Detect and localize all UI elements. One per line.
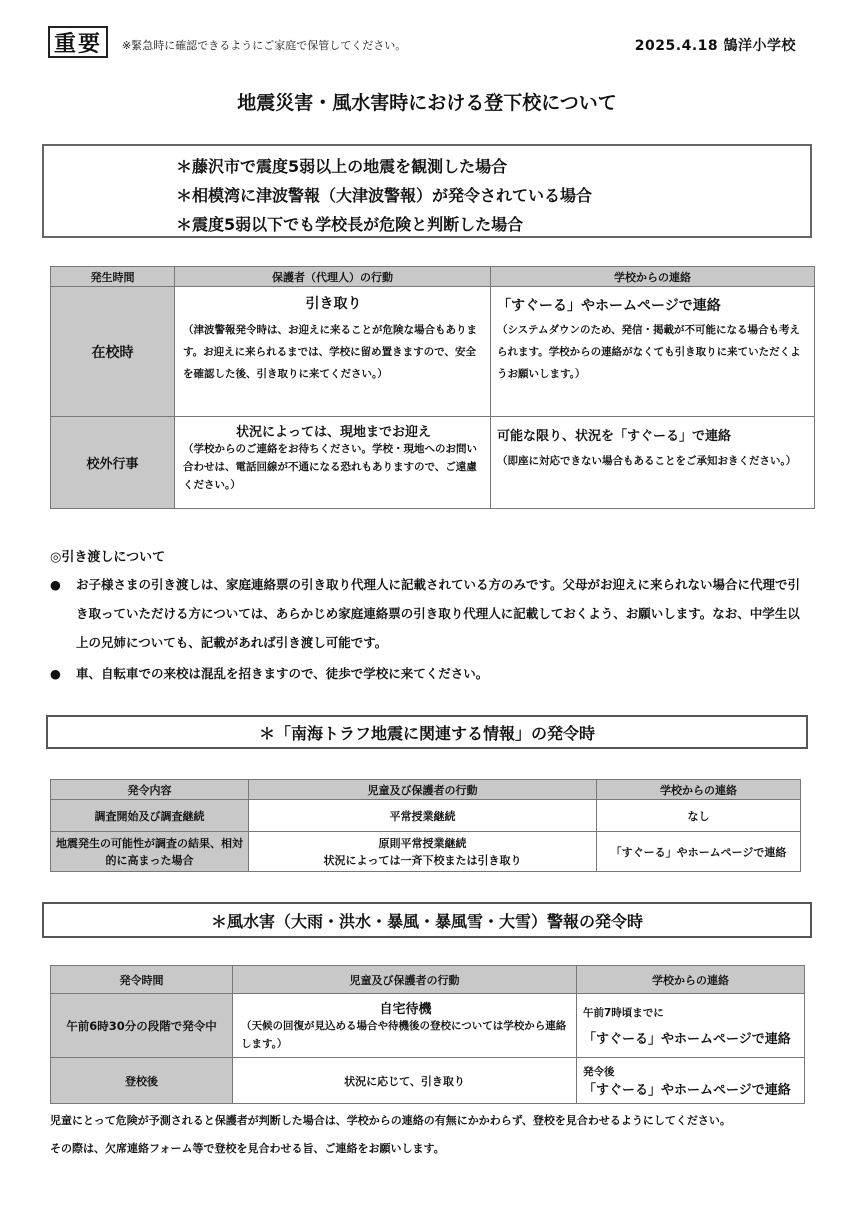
bullet-icon: ● xyxy=(50,577,61,592)
contact-pre: 午前7時頃までに xyxy=(583,1006,664,1019)
storage-note: ※緊急時に確認できるようにご家庭で保管してください。 xyxy=(122,39,407,52)
contact-cell xyxy=(491,287,815,417)
action-title: 自宅待機 xyxy=(379,1002,432,1017)
table-row xyxy=(51,1058,805,1104)
handover-item xyxy=(50,659,810,688)
action-cell: 平常授業継続 xyxy=(249,800,597,832)
contact-cell xyxy=(491,417,815,509)
nankai-table xyxy=(50,779,801,872)
table-row xyxy=(51,417,815,509)
content-cell: 地震発生の可能性が調査の結果、相対的に高まった場合 xyxy=(51,832,249,872)
time-cell: 在校時 xyxy=(51,287,175,417)
time-cell: 午前6時30分の段階で発令中 xyxy=(51,994,233,1058)
footer-line: その際は、欠席連絡フォーム等で登校を見合わせる旨、ご連絡をお願いします。 xyxy=(50,1142,445,1155)
action-cell xyxy=(249,832,597,872)
condition-item: ＊相模湾に津波警報（大津波警報）が発令されている場合 xyxy=(176,186,593,205)
contact-note: （即座に対応できない場合もあることをご承知おきください。） xyxy=(497,455,797,467)
handover-heading: ◎引き渡しについて xyxy=(50,550,166,565)
table-header-row xyxy=(51,966,805,994)
table-header: 学校からの連絡 xyxy=(491,267,815,287)
action-note: （学校からのご連絡をお待ちください。学校・現地へのお問い合わせは、電話回線が不通になる恐れもありますので、ご遠慮ください。） xyxy=(183,443,477,491)
storm-table xyxy=(50,965,805,1104)
table-header: 学校からの連絡 xyxy=(577,966,805,994)
action-note: （津波警報発令時は、お迎えに来ることが危険な場合もあります。お迎えに来られるまでは、学校に留め置きますので、安全を確認した後、引き取りに来てください。） xyxy=(183,324,477,380)
contact-pre: 発令後 xyxy=(583,1065,615,1078)
bullet-icon: ● xyxy=(50,666,61,681)
table-header: 発令内容 xyxy=(51,780,249,800)
conditions-box xyxy=(42,144,812,238)
action-cell xyxy=(175,417,491,509)
action-cell xyxy=(175,287,491,417)
table-row xyxy=(51,832,801,872)
contact-note: （システムダウンのため、発信・掲載が不可能になる場合も考えられます。学校からの連絡がなくても引き取りに来ていただくようお願いします。） xyxy=(497,324,801,380)
table-header: 児童及び保護者の行動 xyxy=(233,966,577,994)
table-row xyxy=(51,994,805,1058)
footer-line: 児童にとって危険が予測されると保護者が判断した場合は、学校からの連絡の有無にかかわらず、登校を見合わせるようにしてください。 xyxy=(50,1114,731,1127)
table-row xyxy=(51,800,801,832)
contact-cell xyxy=(577,994,805,1058)
table-header-row xyxy=(51,780,801,800)
condition-item: ＊震度5弱以下でも学校長が危険と判断した場合 xyxy=(176,215,524,234)
time-cell: 登校後 xyxy=(51,1058,233,1104)
handover-item xyxy=(50,570,810,657)
contact-cell: 「すぐーる」やホームページで連絡 xyxy=(597,832,801,872)
contact-text: 「すぐーる」やホームページで連絡 xyxy=(583,1031,791,1047)
table-row xyxy=(51,287,815,417)
time-cell: 校外行事 xyxy=(51,417,175,509)
condition-item: ＊藤沢市で震度5弱以上の地震を観測した場合 xyxy=(176,157,508,176)
contact-cell xyxy=(577,1058,805,1104)
table-header: 保護者（代理人）の行動 xyxy=(175,267,491,287)
action-cell xyxy=(233,994,577,1058)
contact-text: 「すぐーる」やホームページで連絡 xyxy=(583,1082,791,1098)
important-badge: 重要 xyxy=(48,26,108,58)
contact-cell: なし xyxy=(597,800,801,832)
action-note: （天候の回復が見込める場合や待機後の登校については学校から連絡します。） xyxy=(241,1020,567,1050)
content-cell: 調査開始及び調査継続 xyxy=(51,800,249,832)
page-title: 地震災害・風水害時における登下校について xyxy=(237,92,617,114)
earthquake-table xyxy=(50,266,815,509)
table-header: 児童及び保護者の行動 xyxy=(249,780,597,800)
table-header-row xyxy=(51,267,815,287)
handover-text: 車、自転車での来校は混乱を招きますので、徒歩で学校に来てください。 xyxy=(76,666,489,681)
nankai-section-title: ＊「南海トラフ地震に関連する情報」の発令時 xyxy=(46,715,808,749)
handover-text: お子様さまの引き渡しは、家庭連絡票の引き取り代理人に記載されている方のみです。父母がお迎えに来られない場合に代理で引き取っていただける方については、あらかじめ家庭連絡票の引き取り代理人に記載しておくよう、お願いします。なお、中学生以上の兄姉についても、記載があれば引き渡し可能です。 xyxy=(76,577,801,650)
table-header: 発生時間 xyxy=(51,267,175,287)
action-line: 原則平常授業継続 xyxy=(378,836,467,850)
contact-title: 「すぐーる」やホームページで連絡 xyxy=(497,298,721,314)
storm-section-title: ＊風水害（大雨・洪水・暴風・暴風雪・大雪）警報の発令時 xyxy=(42,902,812,938)
action-title: 状況によっては、現地までお迎え xyxy=(235,425,431,440)
table-header: 発令時間 xyxy=(51,966,233,994)
date-school: 2025.4.18 鵠洋小学校 xyxy=(634,38,796,54)
table-header: 学校からの連絡 xyxy=(597,780,801,800)
action-cell: 状況に応じて、引き取り xyxy=(233,1058,577,1104)
contact-title: 可能な限り、状況を「すぐーる」で連絡 xyxy=(497,429,732,444)
action-title: 引き取り xyxy=(305,296,362,312)
action-line: 状況によっては一斉下校または引き取り xyxy=(323,853,522,867)
